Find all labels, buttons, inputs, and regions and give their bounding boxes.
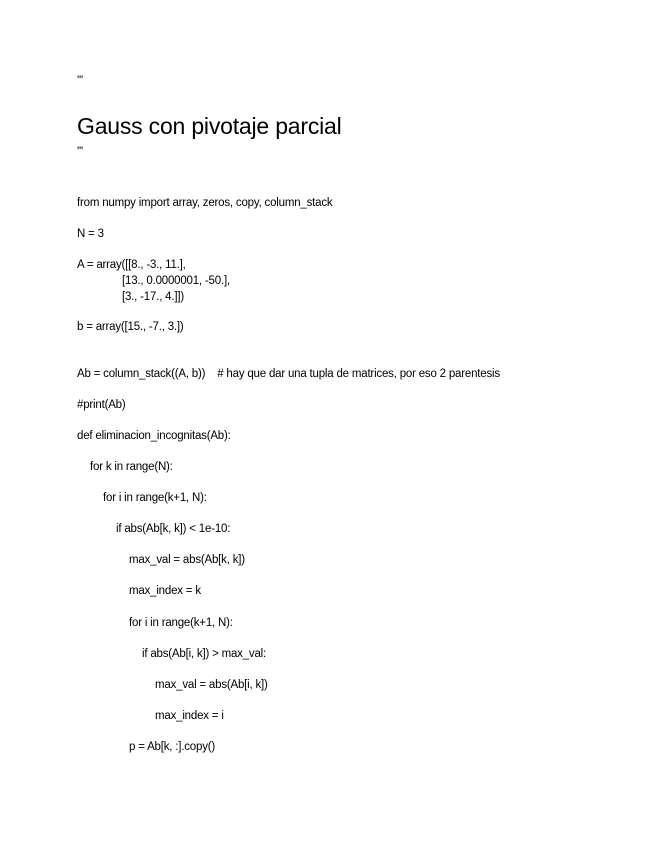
- code-line: [13., 0.0000001, -50.],: [122, 275, 230, 287]
- code-line: A = array([[8., -3., 11.],: [77, 259, 186, 271]
- code-line: [3., -17., 4.]]): [122, 291, 184, 303]
- code-line: for i in range(k+1, N):: [103, 492, 207, 504]
- docstring-close-quotes: ''': [77, 146, 83, 158]
- code-line: for k in range(N):: [90, 461, 173, 473]
- code-line: if abs(Ab[i, k]) > max_val:: [142, 648, 267, 660]
- code-line: max_index = i: [155, 710, 224, 722]
- code-line: def eliminacion_incognitas(Ab):: [77, 430, 231, 442]
- code-line: max_index = k: [129, 585, 201, 597]
- code-line: max_val = abs(Ab[i, k]): [155, 679, 268, 691]
- code-line: max_val = abs(Ab[k, k]): [129, 554, 245, 566]
- docstring-open-quotes: ''': [77, 75, 83, 87]
- document-title: Gauss con pivotaje parcial: [77, 113, 342, 139]
- code-line: if abs(Ab[k, k]) < 1e-10:: [116, 523, 231, 535]
- code-line: from numpy import array, zeros, copy, column_stack: [77, 197, 333, 209]
- code-line: b = array([15., -7., 3.]): [77, 321, 184, 333]
- code-line: Ab = column_stack((A, b)) # hay que dar una tupla de matrices, por eso 2 parentesis: [77, 368, 500, 380]
- code-line: N = 3: [77, 228, 104, 240]
- code-line: #print(Ab): [77, 399, 126, 411]
- code-line: p = Ab[k, :].copy(): [129, 741, 216, 753]
- code-line: for i in range(k+1, N):: [129, 617, 233, 629]
